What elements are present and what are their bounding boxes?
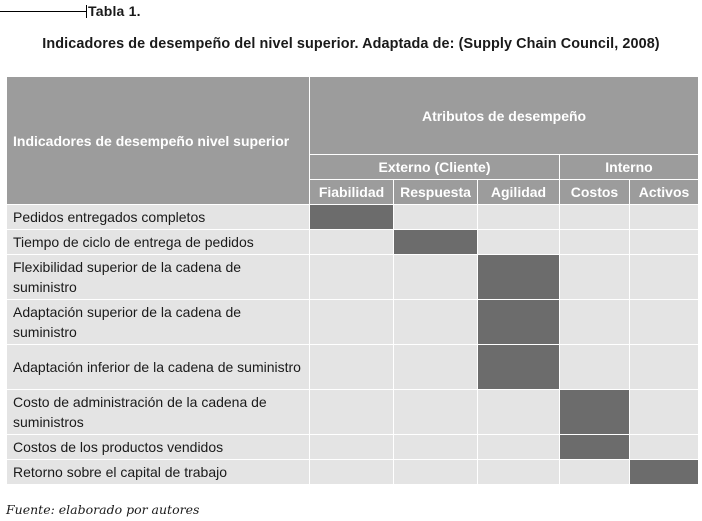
row-label: Costos de los productos vendidos bbox=[7, 435, 310, 460]
attribute-cell bbox=[560, 390, 630, 435]
attribute-header-agilidad: Agilidad bbox=[478, 180, 560, 205]
attribute-cell bbox=[478, 205, 560, 230]
attribute-cell bbox=[394, 230, 478, 255]
attribute-cell bbox=[630, 255, 699, 300]
attribute-cell bbox=[630, 460, 699, 485]
table-number: Tabla 1. bbox=[88, 3, 141, 19]
attribute-cell bbox=[310, 435, 394, 460]
attribute-cell bbox=[394, 390, 478, 435]
attribute-cell bbox=[560, 205, 630, 230]
row-label: Adaptación superior de la cadena de suministro bbox=[7, 300, 310, 345]
row-label: Costo de administración de la cadena de suministros bbox=[7, 390, 310, 435]
attribute-cell bbox=[394, 435, 478, 460]
table-row bbox=[7, 460, 699, 485]
attribute-cell bbox=[630, 390, 699, 435]
attribute-cell bbox=[310, 255, 394, 300]
attribute-header-costos: Costos bbox=[560, 180, 630, 205]
attribute-header-respuesta: Respuesta bbox=[394, 180, 478, 205]
table-label bbox=[0, 0, 141, 22]
source-footnote: Fuente: elaborado por autores bbox=[6, 502, 200, 517]
attribute-cell bbox=[630, 345, 699, 390]
internal-group-header: Interno bbox=[560, 155, 699, 180]
table-row bbox=[7, 300, 699, 345]
attribute-cell bbox=[560, 230, 630, 255]
attribute-cell bbox=[560, 435, 630, 460]
performance-indicators-table bbox=[6, 76, 699, 485]
attribute-cell bbox=[394, 345, 478, 390]
attribute-cell bbox=[630, 230, 699, 255]
attribute-cell bbox=[560, 255, 630, 300]
attribute-cell bbox=[478, 390, 560, 435]
attribute-cell bbox=[394, 255, 478, 300]
attribute-cell bbox=[560, 300, 630, 345]
table-row bbox=[7, 345, 699, 390]
table-row bbox=[7, 390, 699, 435]
row-label: Pedidos entregados completos bbox=[7, 205, 310, 230]
table-label-rule bbox=[0, 11, 86, 12]
row-label: Flexibilidad superior de la cadena de suministro bbox=[7, 255, 310, 300]
attribute-cell bbox=[560, 345, 630, 390]
attribute-cell bbox=[394, 205, 478, 230]
attribute-header-fiabilidad: Fiabilidad bbox=[310, 180, 394, 205]
row-label: Adaptación inferior de la cadena de suministro bbox=[7, 345, 310, 390]
attribute-cell bbox=[478, 255, 560, 300]
attribute-cell bbox=[478, 460, 560, 485]
attribute-cell bbox=[394, 460, 478, 485]
attribute-cell bbox=[310, 345, 394, 390]
attribute-cell bbox=[478, 300, 560, 345]
attribute-cell bbox=[630, 435, 699, 460]
row-label: Retorno sobre el capital de trabajo bbox=[7, 460, 310, 485]
external-group-header: Externo (Cliente) bbox=[310, 155, 560, 180]
table-row bbox=[7, 230, 699, 255]
attribute-cell bbox=[478, 345, 560, 390]
attribute-cell bbox=[630, 300, 699, 345]
table-row bbox=[7, 435, 699, 460]
attribute-cell bbox=[310, 205, 394, 230]
attribute-header-activos: Activos bbox=[630, 180, 699, 205]
attribute-cell bbox=[478, 435, 560, 460]
table-caption: Indicadores de desempeño del nivel superior. Adaptada de: (Supply Chain Council, 2008) bbox=[42, 36, 660, 52]
attribute-cell bbox=[560, 460, 630, 485]
table-row bbox=[7, 255, 699, 300]
attribute-cell bbox=[310, 300, 394, 345]
attribute-cell bbox=[394, 300, 478, 345]
indicators-header: Indicadores de desempeño nivel superior bbox=[7, 77, 310, 205]
attributes-header: Atributos de desempeño bbox=[310, 77, 699, 155]
attribute-cell bbox=[310, 460, 394, 485]
attribute-cell bbox=[630, 205, 699, 230]
attribute-cell bbox=[310, 390, 394, 435]
attribute-cell bbox=[478, 230, 560, 255]
table-row bbox=[7, 205, 699, 230]
row-label: Tiempo de ciclo de entrega de pedidos bbox=[7, 230, 310, 255]
attribute-cell bbox=[310, 230, 394, 255]
